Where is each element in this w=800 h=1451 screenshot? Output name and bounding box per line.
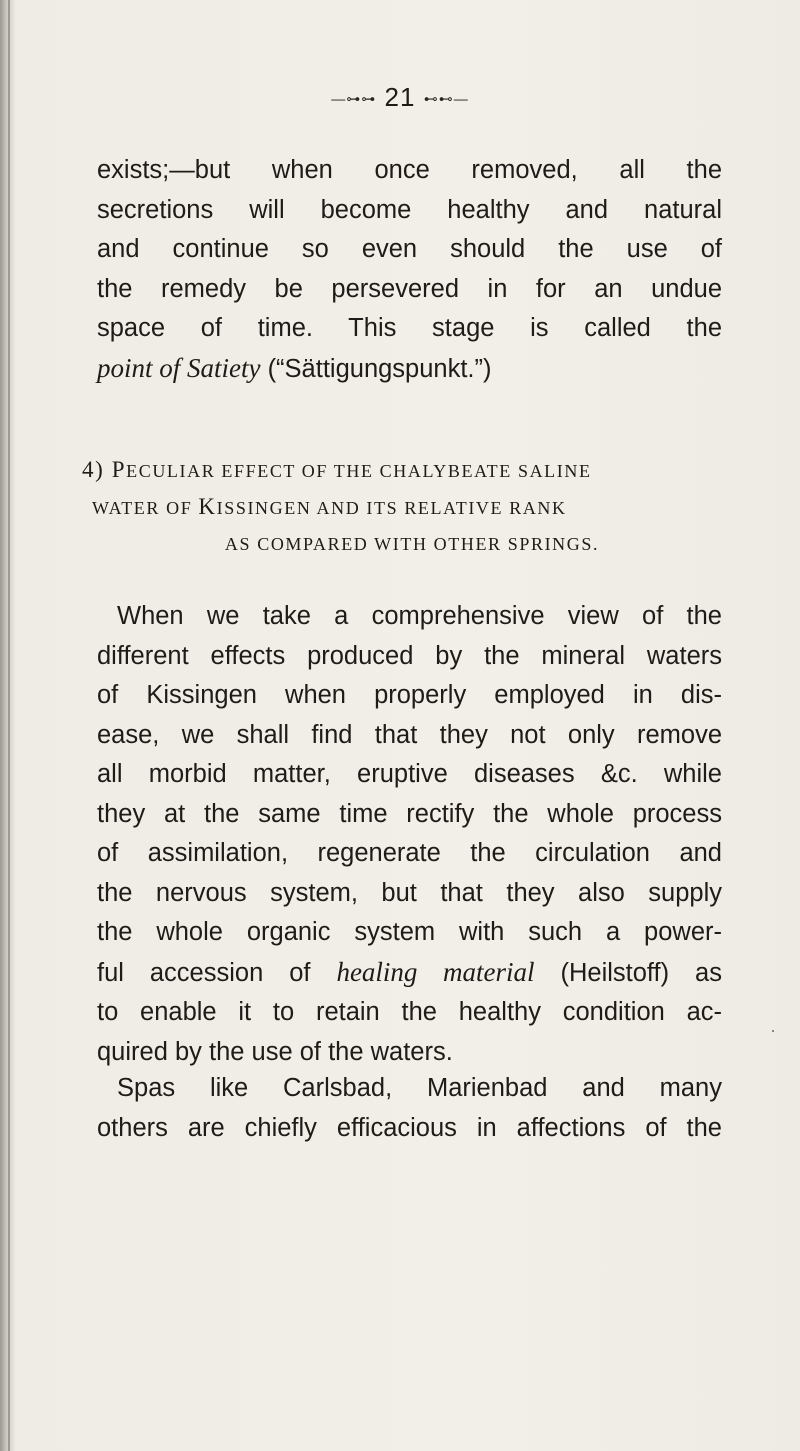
text-run: ful accession of <box>97 958 337 987</box>
heading-text: ISSINGEN AND ITS RELATIVE RANK <box>216 498 567 518</box>
text-line: quired by the use of the waters. <box>97 1037 453 1066</box>
heading-line <box>82 489 742 526</box>
header-ornament-right: ⊷⊷— <box>423 90 469 107</box>
italic-term: point of Satiety <box>97 352 261 383</box>
text-line: the remedy be persevered in for an undue <box>97 274 722 303</box>
heading-line: AS COMPARED WITH OTHER SPRINGS. <box>224 534 600 554</box>
paragraph-3 <box>97 1069 722 1148</box>
text-run: (Heilstoff) as <box>534 958 722 987</box>
text-line: and continue so even should the use of <box>97 235 722 263</box>
heading-text: ECULIAR EFFECT OF THE CHALYBEATE SALINE <box>126 461 592 481</box>
text-line: ease, we shall find that they not only remove <box>97 720 722 749</box>
text-line: of Kissingen when properly employed in dis- <box>97 681 722 709</box>
heading-cap: P <box>111 457 127 482</box>
binding-gutter <box>8 0 10 1451</box>
text-line: exists;—but when once removed, all the <box>97 156 722 184</box>
text-line <box>97 953 722 994</box>
text-line: they at the same time rectify the whole process <box>97 799 722 828</box>
text-line: secretions will become healthy and natural <box>97 195 722 224</box>
text-line: space of time. This stage is called the <box>97 314 722 342</box>
text-run: (“Sättigungspunkt.”) <box>260 354 492 383</box>
header-ornament-left: —⊶⊶ <box>331 90 377 107</box>
heading-line <box>82 452 742 489</box>
heading-text: WATER OF <box>92 498 199 518</box>
text-line: of assimilation, regenerate the circulation and <box>97 839 722 867</box>
heading-number: 4) <box>82 457 112 482</box>
text-line: Spas like Carlsbad, Marienbad and many <box>117 1074 722 1102</box>
text-line: the whole organic system with such a power- <box>97 918 722 946</box>
text-line: all morbid matter, eruptive diseases &c. while <box>97 760 722 788</box>
paragraph-2 <box>97 597 722 1072</box>
margin-mark: · <box>770 1020 776 1040</box>
heading-cap: K <box>198 494 217 519</box>
text-line: When we take a comprehensive view of the <box>117 602 722 630</box>
page-number: 21 <box>384 82 416 112</box>
text-line: to enable it to retain the healthy condition ac- <box>97 998 722 1026</box>
text-line <box>97 349 722 390</box>
text-line: different effects produced by the mineral waters <box>97 641 722 670</box>
section-heading <box>82 452 742 562</box>
text-line: the nervous system, but that they also supply <box>97 878 722 907</box>
paragraph-1 <box>97 151 722 389</box>
text-line: others are chiefly efficacious in affections of the <box>97 1113 722 1142</box>
italic-term: healing material <box>336 956 535 987</box>
page-header <box>0 82 800 113</box>
